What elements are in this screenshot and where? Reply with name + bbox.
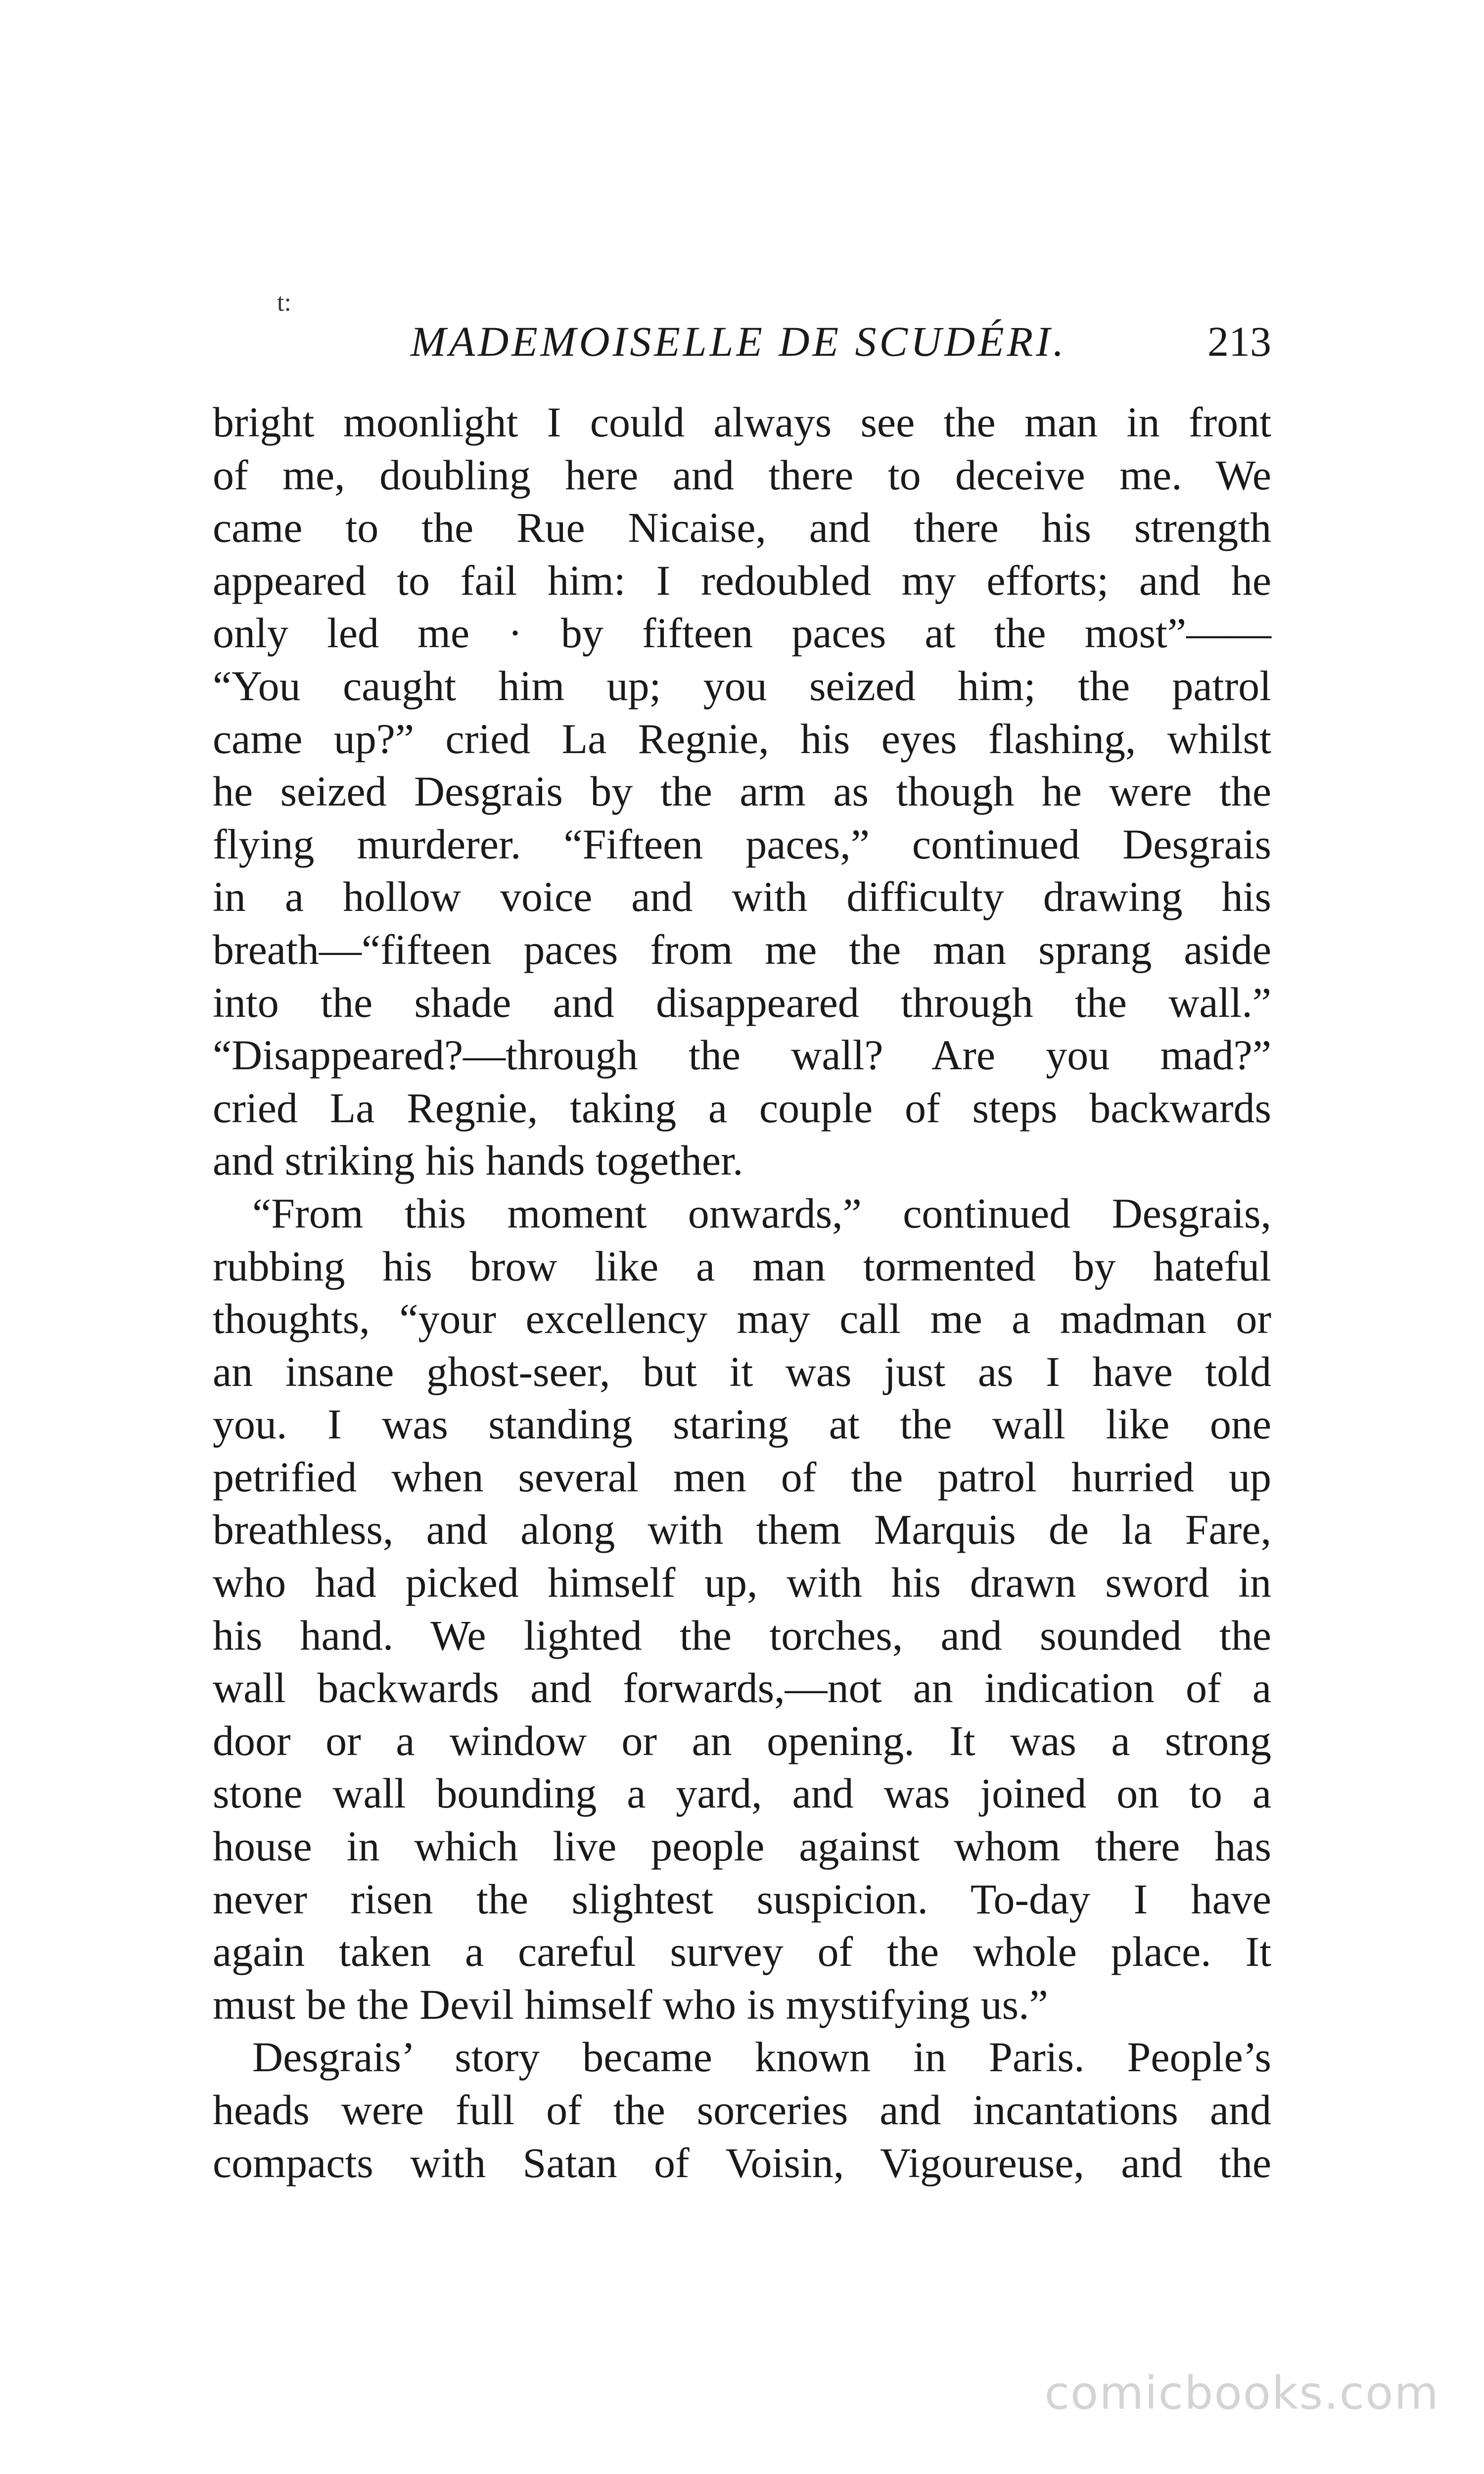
text-line: only led me · by fifteen paces at the most”——: [213, 609, 1271, 657]
text-line: “You caught him up; you seized him; the patrol: [213, 662, 1271, 710]
text-line: door or a window or an opening. It was a strong: [213, 1716, 1271, 1764]
text-line: thoughts, “your excellency may call me a madman or: [213, 1295, 1271, 1343]
text-line: petrified when several men of the patrol hurried up: [213, 1453, 1271, 1501]
text-line: must be the Devil himself who is mystifying us.”: [213, 1980, 1048, 2028]
watermark: comicbooks.com: [1044, 2367, 1439, 2420]
text-line: in a hollow voice and with difficulty drawing his: [213, 873, 1271, 921]
text-line: again taken a careful survey of the whole place. It: [213, 1928, 1271, 1976]
text-line: of me, doubling here and there to deceive me. We: [213, 451, 1271, 499]
running-title: MADEMOISELLE DE SCUDÉRI.: [411, 318, 1067, 365]
text-line: came to the Rue Nicaise, and there his strength: [213, 504, 1271, 552]
text-line: his hand. We lighted the torches, and sounded the: [213, 1611, 1271, 1659]
text-line: rubbing his brow like a man tormented by hateful: [213, 1242, 1271, 1290]
text-line: wall backwards and forwards,—not an indication of a: [213, 1664, 1271, 1712]
text-line: cried La Regnie, taking a couple of steps backwards: [213, 1084, 1271, 1132]
text-line: breathless, and along with them Marquis de la Fare,: [213, 1506, 1271, 1554]
text-line: into the shade and disappeared through the wall.”: [213, 978, 1271, 1026]
text-line: heads were full of the sorceries and incantations and: [213, 2086, 1271, 2134]
margin-mark: t:: [277, 288, 291, 317]
text-line: who had picked himself up, with his drawn sword in: [213, 1559, 1271, 1607]
text-line: “From this moment onwards,” continued Desgrais,: [252, 1189, 1271, 1237]
text-line: an insane ghost-seer, but it was just as I have told: [213, 1347, 1271, 1395]
text-line: “Disappeared?—through the wall? Are you mad?”: [213, 1031, 1271, 1079]
text-line: never risen the slightest suspicion. To-day I have: [213, 1875, 1271, 1923]
text-line: he seized Desgrais by the arm as though he were the: [213, 767, 1271, 815]
page-number: 213: [1207, 318, 1271, 365]
text-line: appeared to fail him: I redoubled my efforts; and he: [213, 556, 1271, 604]
text-line: came up?” cried La Regnie, his eyes flashing, whilst: [213, 714, 1271, 762]
body-text: [213, 396, 1271, 2189]
text-line: Desgrais’ story became known in Paris. People’s: [252, 2033, 1271, 2081]
text-line: you. I was standing staring at the wall like one: [213, 1400, 1271, 1448]
text-line: flying murderer. “Fifteen paces,” continued Desgrais: [213, 820, 1271, 868]
text-line: breath—“fifteen paces from me the man sprang aside: [213, 925, 1271, 973]
text-line: bright moonlight I could always see the man in front: [213, 398, 1271, 446]
text-line: and striking his hands together.: [213, 1137, 743, 1185]
text-line: stone wall bounding a yard, and was joined on to a: [213, 1769, 1271, 1817]
page-header: [213, 317, 1271, 371]
text-line: house in which live people against whom there has: [213, 1822, 1271, 1870]
text-line: compacts with Satan of Voisin, Vigoureuse, and the: [213, 2139, 1271, 2187]
